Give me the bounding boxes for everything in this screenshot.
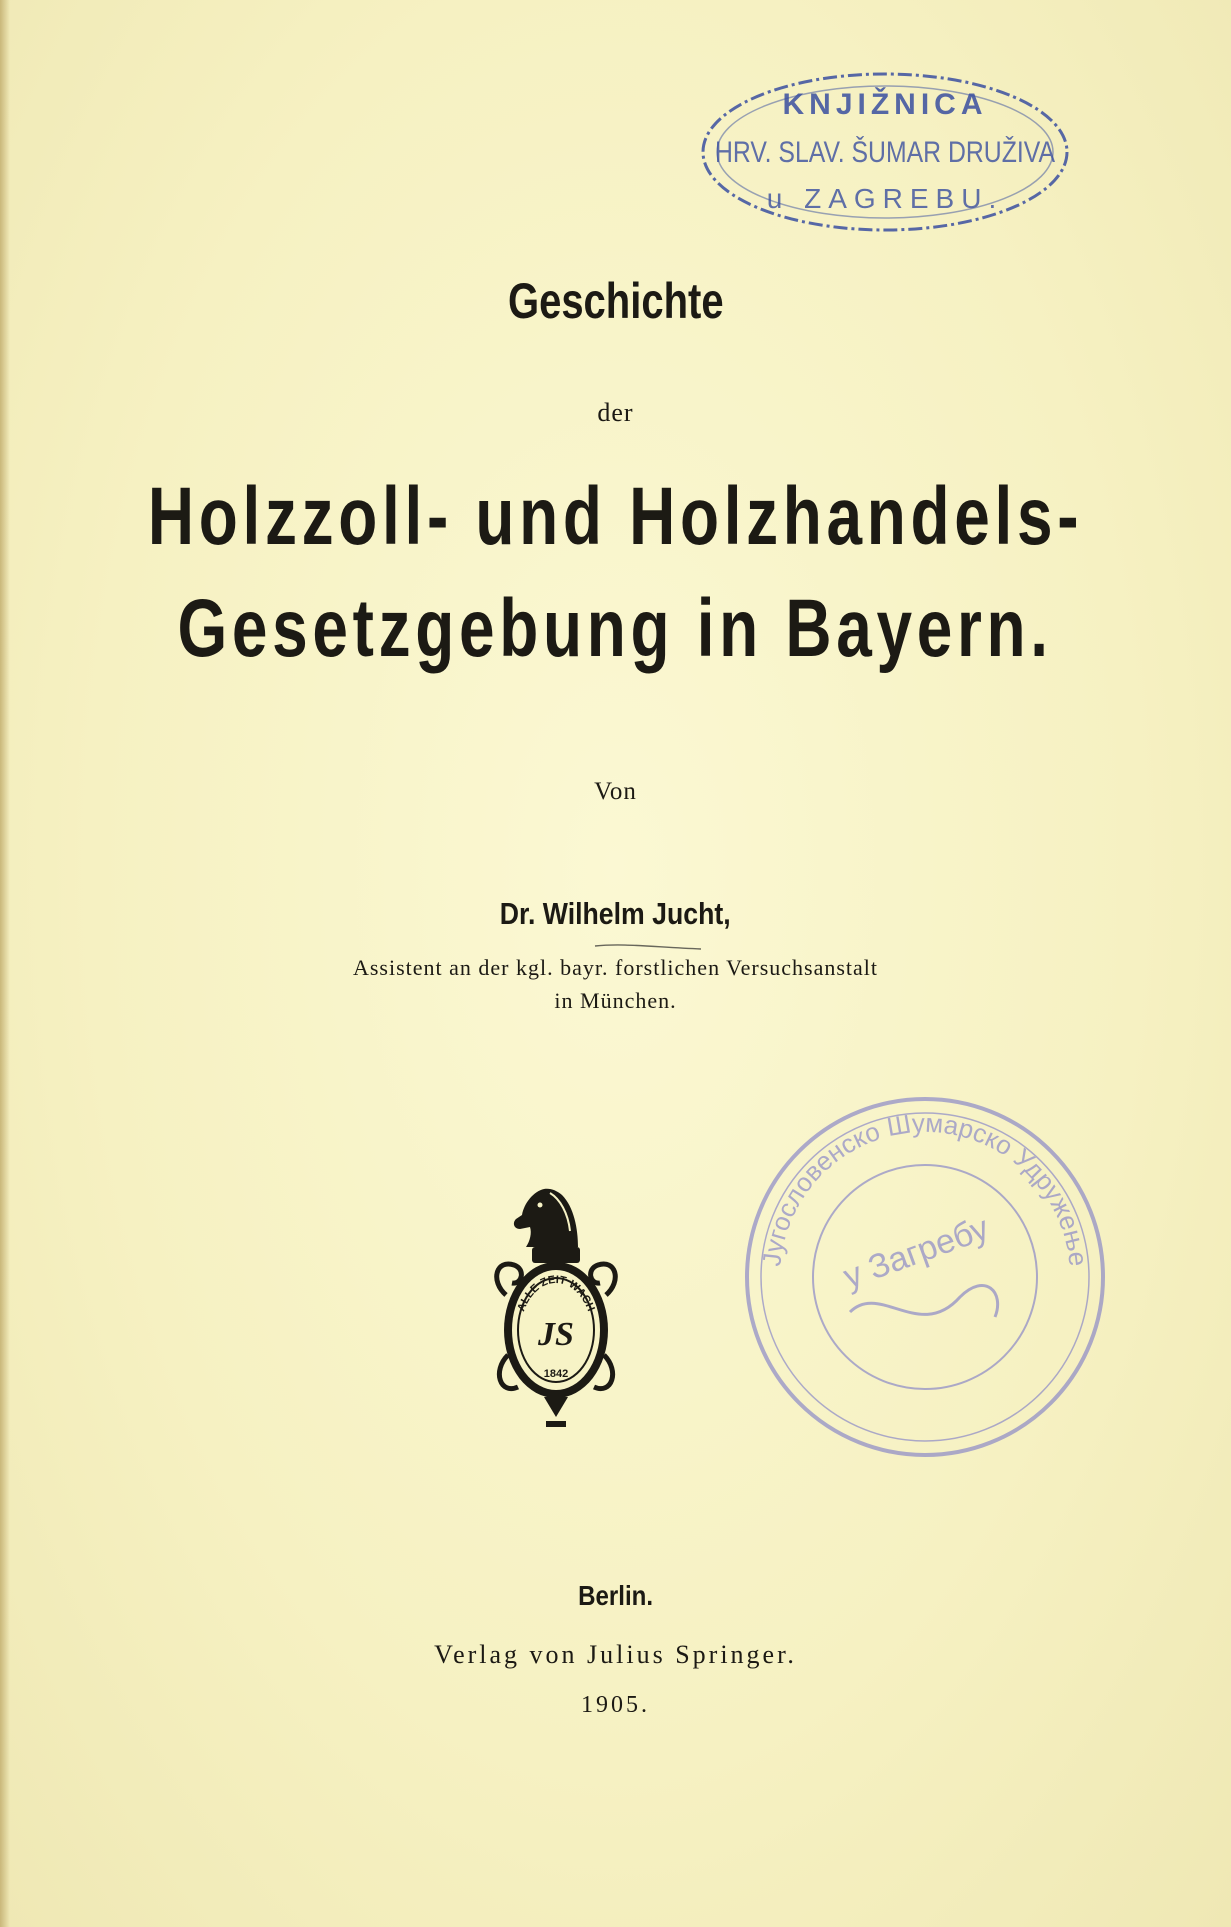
society-stamp-ring-text: Југословенско Шумарско Удружење (756, 1107, 1094, 1268)
author-city: in München. (554, 988, 677, 1013)
author-name: Dr. Wilhelm Jucht, (500, 896, 731, 931)
title-line-geschichte: Geschichte (507, 273, 724, 329)
emblem-year: 1842 (543, 1368, 569, 1380)
by-label: Von (594, 778, 637, 805)
library-stamp-line2: HRV. SLAV. ŠUMAR DRUŽIVA (715, 136, 1127, 169)
pencil-underline (593, 938, 703, 952)
title-line-gesetzgebung: Gesetzgebung in Bayern. (177, 583, 1054, 674)
emblem-monogram: JS (538, 1316, 574, 1353)
title-line-der: der (597, 398, 634, 427)
publisher-emblem-icon (486, 1185, 626, 1435)
imprint-publisher: Verlag von Julius Springer. (434, 1640, 797, 1669)
title-line-holzzoll: Holzzoll- und Holzhandels- (147, 471, 1084, 562)
library-stamp-line1: KNJIŽNICA (782, 88, 988, 121)
author-affiliation: Assistent an der kgl. bayr. forstlichen Versuchsanstalt (352, 955, 879, 980)
emblem-motto: ALLE ZEIT WACH (515, 1273, 597, 1314)
imprint-place: Berlin. (578, 1580, 653, 1611)
imprint-year: 1905. (581, 1692, 650, 1718)
library-stamp-line3: u ZAGREBU. (766, 183, 1004, 214)
society-stamp-center: у Загребу (838, 1208, 994, 1297)
library-stamp (695, 62, 1127, 242)
society-stamp (740, 1092, 1110, 1462)
